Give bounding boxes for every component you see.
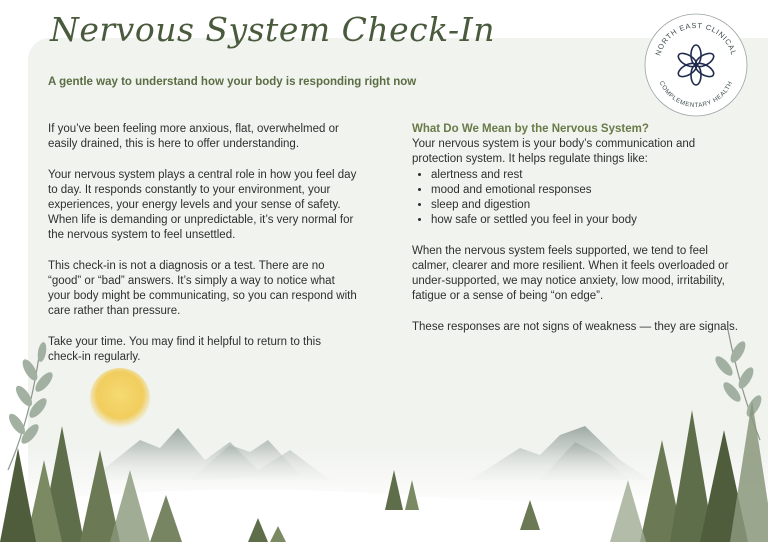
take-time-paragraph: Take your time. You may find it helpful to return to this check-in regularly. [48, 335, 321, 363]
clinic-logo [643, 12, 749, 118]
right-column [412, 122, 742, 350]
logo-bottom-text: COMPLEMENTARY HEALTH [657, 79, 735, 110]
left-column [48, 122, 358, 380]
supported-paragraph: When the nervous system feels supported, we tend to feel calmer, clearer and more resilient. When it feels overloaded or under-supported, we may notice anxiety, low mood, irritability, fatigue or a sense of being “on edge”. [412, 244, 729, 303]
section-intro: Your nervous system is your body’s communication and protection system. It helps regulate things like: [412, 138, 696, 166]
intro-paragraph: If you’ve been feeling more anxious, flat, overwhelmed or easily drained, this is here to offer understanding. [48, 123, 339, 151]
list-item: • sleep and digestion [431, 198, 742, 213]
section-heading: What Do We Mean by the Nervous System? [412, 123, 649, 135]
list-item: • mood and emotional responses [431, 183, 742, 198]
nervous-role-paragraph: Your nervous system plays a central role in how you feel day to day. It responds constantly to your environment, your experiences, your energy levels and your sense of safety. When life is demanding or unpredictable, it’s very normal for the nervous system to feel unsettled. [48, 168, 357, 242]
list-item: • how safe or settled you feel in your body [431, 213, 742, 228]
not-diagnosis-paragraph: This check-in is not a diagnosis or a test. There are no “good” or “bad” answers. It’s simply a way to notice what your body might be communicating, so you can respond with care rather than pressure. [48, 259, 357, 318]
regulation-list [412, 168, 742, 229]
page-subtitle: A gentle way to understand how your body is responding right now [48, 76, 417, 88]
signals-paragraph: These responses are not signs of weakness — they are signals. [412, 320, 739, 333]
list-item: • alertness and rest [431, 168, 742, 183]
logo-top-text: NORTH EAST CLINICAL [653, 20, 739, 57]
page-title: Nervous System Check-In [50, 10, 495, 49]
